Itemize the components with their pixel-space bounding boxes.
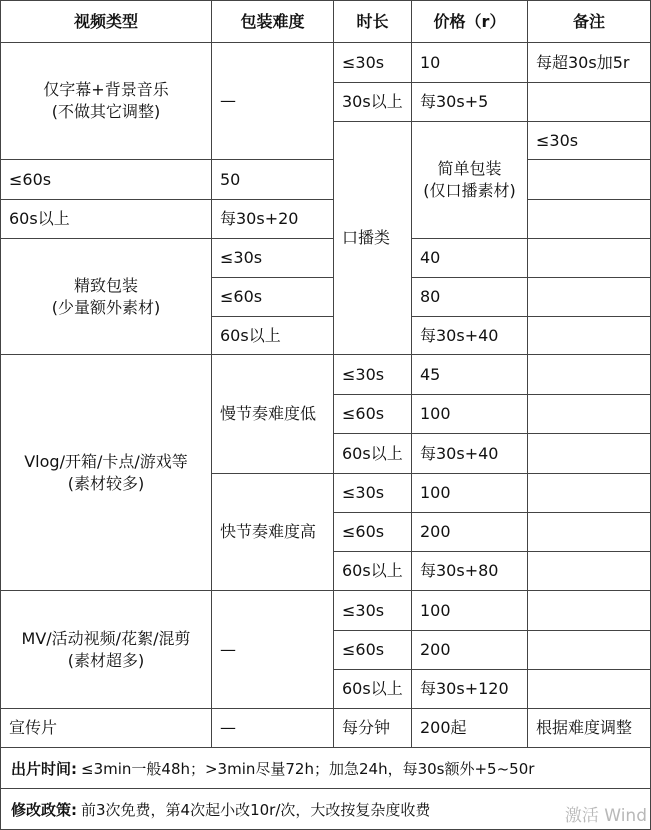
remark-cell-empty bbox=[528, 355, 651, 395]
price-cell: 100 bbox=[412, 591, 528, 631]
revision-text: 前3次免费，第4次起小改10r/次，大改按复杂度收费 bbox=[81, 800, 431, 819]
remark-cell-empty bbox=[528, 160, 651, 200]
price-cell: 每30s+80 bbox=[412, 552, 528, 591]
remark-cell-empty bbox=[528, 591, 651, 631]
price-cell: 100 bbox=[412, 474, 528, 513]
price-cell: 每30s+5 bbox=[412, 83, 528, 122]
difficulty-fast: 快节奏难度高 bbox=[212, 474, 334, 591]
price-cell: 45 bbox=[412, 355, 528, 395]
remark-cell-empty bbox=[528, 395, 651, 434]
header-remark: 备注 bbox=[528, 0, 651, 43]
duration-cell: ≤60s bbox=[334, 395, 412, 434]
duration-cell: ≤30s bbox=[334, 355, 412, 395]
revision-policy-note bbox=[0, 789, 651, 830]
price-cell: 10 bbox=[412, 43, 528, 83]
duration-cell: 60s以上 bbox=[334, 434, 412, 474]
pack-simple: 简单包装 (仅口播素材) bbox=[412, 122, 528, 239]
type-talking-head: 口播类 bbox=[334, 122, 412, 355]
remark-cell-empty bbox=[528, 200, 651, 239]
remark-cell-empty bbox=[528, 513, 651, 552]
duration-cell: ≤60s bbox=[334, 513, 412, 552]
delivery-label: 出片时间: bbox=[11, 759, 77, 778]
delivery-text: ≤3min一般48h；>3min尽量72h；加急24h，每30s额外+5~50r bbox=[81, 759, 535, 778]
duration-cell: ≤30s bbox=[334, 591, 412, 631]
duration-cell: ≤60s bbox=[334, 631, 412, 670]
revision-label: 修改政策: bbox=[11, 800, 77, 819]
remark-cell-empty bbox=[528, 474, 651, 513]
type-promo: 宣传片 bbox=[0, 709, 212, 748]
remark-cell-empty bbox=[528, 670, 651, 709]
remark-cell-empty bbox=[528, 83, 651, 122]
price-cell: 每30s+20 bbox=[212, 200, 334, 239]
remark-cell-empty bbox=[528, 278, 651, 317]
duration-cell: ≤30s bbox=[528, 122, 651, 160]
header-price: 价格（r） bbox=[412, 0, 528, 43]
price-cell: 200 bbox=[412, 631, 528, 670]
duration-cell: 60s以上 bbox=[334, 670, 412, 709]
duration-cell: ≤30s bbox=[212, 239, 334, 278]
duration-cell: 60s以上 bbox=[0, 200, 212, 239]
pack-refined: 精致包装 (少量额外素材) bbox=[0, 239, 212, 355]
price-cell: 40 bbox=[412, 239, 528, 278]
price-cell: 50 bbox=[212, 160, 334, 200]
header-video-type: 视频类型 bbox=[0, 0, 212, 43]
difficulty-dash: — bbox=[212, 709, 334, 748]
remark-cell-empty bbox=[528, 239, 651, 278]
activation-watermark: 激活 Wind bbox=[564, 806, 647, 826]
duration-cell: ≤30s bbox=[334, 43, 412, 83]
duration-cell: ≤60s bbox=[0, 160, 212, 200]
remark-cell-empty bbox=[528, 631, 651, 670]
delivery-time-note bbox=[0, 748, 651, 789]
difficulty-dash: — bbox=[212, 591, 334, 709]
remark-cell-empty bbox=[528, 434, 651, 474]
duration-cell: 30s以上 bbox=[334, 83, 412, 122]
duration-cell: ≤60s bbox=[212, 278, 334, 317]
remark-cell-empty bbox=[528, 552, 651, 591]
header-difficulty: 包装难度 bbox=[212, 0, 334, 43]
duration-cell: 60s以上 bbox=[212, 317, 334, 355]
difficulty-dash: — bbox=[212, 43, 334, 160]
price-cell: 每30s+40 bbox=[412, 317, 528, 355]
remark-cell: 每超30s加5r bbox=[528, 43, 651, 83]
remark-cell: 根据难度调整 bbox=[528, 709, 651, 748]
price-cell: 200起 bbox=[412, 709, 528, 748]
type-vlog: Vlog/开箱/卡点/游戏等 (素材较多) bbox=[0, 355, 212, 591]
price-cell: 每30s+120 bbox=[412, 670, 528, 709]
price-cell: 80 bbox=[412, 278, 528, 317]
difficulty-slow: 慢节奏难度低 bbox=[212, 355, 334, 474]
price-cell: 100 bbox=[412, 395, 528, 434]
type-subtitle-only: 仅字幕+背景音乐 (不做其它调整) bbox=[0, 43, 212, 160]
duration-cell: 60s以上 bbox=[334, 552, 412, 591]
duration-cell: ≤30s bbox=[334, 474, 412, 513]
price-cell: 每30s+40 bbox=[412, 434, 528, 474]
duration-cell: 每分钟 bbox=[334, 709, 412, 748]
price-cell: 200 bbox=[412, 513, 528, 552]
header-duration: 时长 bbox=[334, 0, 412, 43]
remark-cell-empty bbox=[528, 317, 651, 355]
type-mv: MV/活动视频/花絮/混剪 (素材超多) bbox=[0, 591, 212, 709]
